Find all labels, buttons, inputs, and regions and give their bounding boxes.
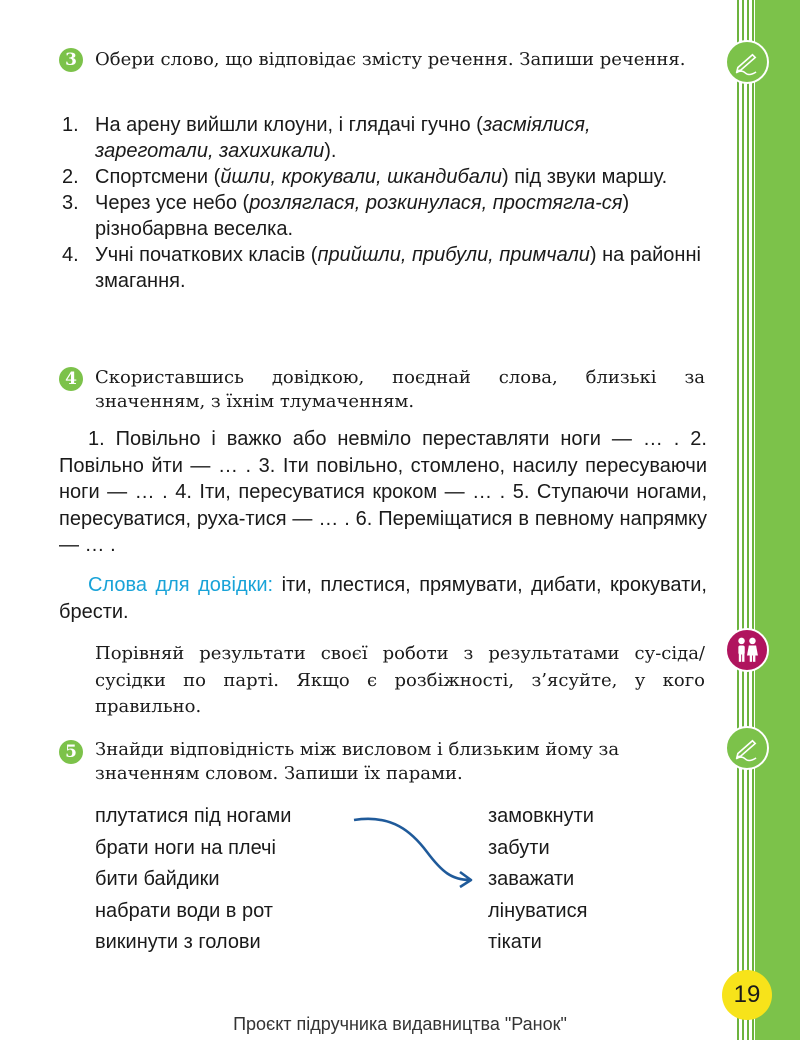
list-item: 3. Через усе небо (розляглася, розкинулася, простягла-ся) різнобарвна веселка. (62, 192, 630, 240)
list-item: 4. Учні початкових класів (прийшли, прибули, примчали) на районні змагання. (62, 244, 701, 292)
pair-work-note: Порівняй результати своєї роботи з результатами су-сіда/сусідки по парті. Якщо є розбіжності, з’ясуйте, у кого правильно. (95, 643, 705, 717)
hint-words: Слова для довідки: іти, плестися, прямувати, дибати, крокувати, брести. (59, 574, 707, 623)
list-item: бити байдики (95, 868, 220, 890)
task-instruction: Знайди відповідність між висловом і близьким йому за значенням словом. Запиши їх парами. (95, 739, 620, 784)
phrases-column (95, 801, 291, 959)
words-column (488, 801, 594, 959)
task-instruction: Обери слово, що відповідає змісту речення. Запиши речення. (95, 49, 686, 70)
task-number-badge: 3 (59, 48, 83, 72)
list-item: набрати води в рот (95, 899, 273, 922)
pair-work-icon (725, 628, 769, 672)
list-item: лінуватися (488, 899, 588, 922)
pen-writing-icon (725, 40, 769, 84)
list-item: 1. На арену вийшли клоуни, і глядачі гучно (засміялися, зареготали, захихикали). (62, 114, 591, 162)
sentence-list (62, 112, 707, 294)
list-item: 2. Спортсмени (йшли, крокували, шкандибали) під звуки маршу. (62, 166, 668, 188)
footer-text: Проєкт підручника видавництва "Ранок" (233, 1014, 567, 1034)
list-item: тікати (488, 931, 542, 953)
list-item: плутатися під ногами (95, 805, 292, 827)
task-number-badge: 4 (59, 367, 83, 391)
list-item: заважати (488, 868, 575, 890)
task-number-badge: 5 (59, 740, 83, 764)
margin-stripes (737, 0, 755, 1040)
curved-arrow-icon (352, 812, 482, 892)
task-instruction: Скориставшись довідкою, поєднай слова, близькі за значенням, з їхнім тлумаченням. (95, 367, 705, 412)
list-item: замовкнути (488, 805, 594, 827)
page-number: 19 (722, 970, 772, 1020)
pen-writing-icon (725, 726, 769, 770)
margin-band (755, 0, 800, 1040)
hint-label: Слова для довідки: (88, 574, 274, 596)
definitions-paragraph: 1. Повільно і важко або невміло переставляти ноги — … . 2. Повільно йти — … . 3. Іти повільно, стомлено, насилу пересуваючи ноги — … . 4. Іти, пересуватися кроком — … . 5. Ступаючи ногами, пересуватися, руха-тися — … . 6. Переміщатися в певному напрямку — … . (59, 428, 707, 556)
list-item: брати ноги на плечі (95, 836, 276, 859)
list-item: забути (488, 836, 550, 859)
list-item: викинути з голови (95, 931, 261, 953)
